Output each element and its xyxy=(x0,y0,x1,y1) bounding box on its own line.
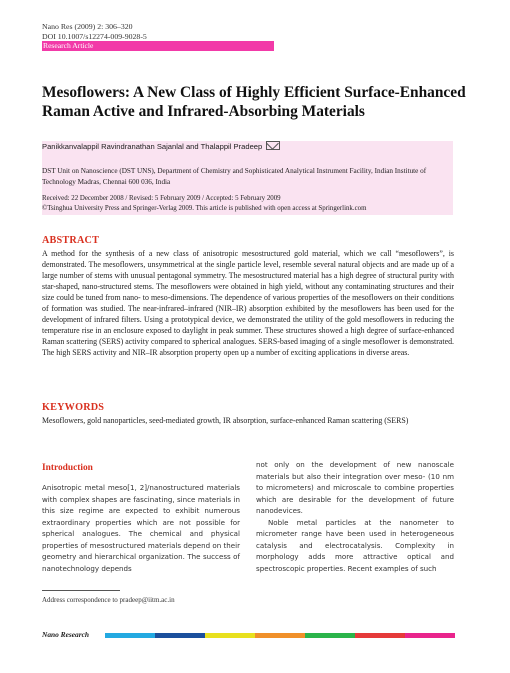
copyright: ©Tsinghua University Press and Springer-Verlag 2009. This article is published with open access at Springerlink.com xyxy=(42,205,367,212)
keywords-heading: KEYWORDS xyxy=(42,402,105,413)
footer-color-segment xyxy=(305,633,355,638)
footer-color-segment xyxy=(105,633,155,638)
publication-info xyxy=(42,194,447,214)
journal-header xyxy=(42,22,147,41)
intro-column-right xyxy=(256,459,454,574)
footer-color-segment xyxy=(155,633,205,638)
footer-color-segment xyxy=(355,633,405,638)
dates: Received: 22 December 2008 / Revised: 5 February 2009 / Accepted: 5 February 2009 xyxy=(42,195,281,202)
article-type-banner xyxy=(42,41,274,51)
footer-color-segment xyxy=(255,633,305,638)
intro-paragraph: Noble metal particles at the nanometer to micrometer range have been used in heterogeneous catalysis and electrocatalysis. Complexity in morphology adds more attractive optical and spectroscopic properties. Recent examples of such xyxy=(256,517,454,573)
correspondence-footnote: Address correspondence to pradeep@iitm.ac.in xyxy=(42,596,175,604)
envelope-icon[interactable] xyxy=(266,141,280,150)
authors: Panikkanvalappil Ravindranathan Sajanlal and Thalappil Pradeep xyxy=(42,142,263,151)
affiliation: DST Unit on Nanoscience (DST UNS), Department of Chemistry and Sophisticated Analytical Instrument Facility, Indian Institute of Technology Madras, Chennai 600 036, India xyxy=(42,167,427,186)
footer-color-bar xyxy=(105,633,455,638)
paper-title: Mesoflowers: A New Class of Highly Efficient Surface-Enhanced Raman Active and Infrared-Absorbing Materials xyxy=(42,84,466,120)
footnote-divider xyxy=(42,590,120,591)
footer-journal-name: Nano Research xyxy=(42,630,90,639)
journal-reference: Nano Res (2009) 2: 306–320 xyxy=(42,22,133,31)
footer-color-segment xyxy=(405,633,455,638)
intro-paragraph: not only on the development of new nanoscale materials but also their integration over meso- (10 nm to micrometers) and microscale to combine properties which are desirable for the development of future nanodevices. xyxy=(256,460,454,515)
author-line xyxy=(42,141,453,152)
doi: DOI 10.1007/s12274-009-9028-5 xyxy=(42,31,147,41)
introduction-heading: Introduction xyxy=(42,463,93,473)
intro-column-left: Anisotropic metal meso[1, 2]/nanostructured materials with complex shapes are fascinating, since materials in this size regime are expected to exhibit numerous extraordinary properties which are not possible for spherical analogues. The chemical and physical properties of mesostructured materials depend on their geometry and hierarchical organization. The success of nanotechnology depends xyxy=(42,483,240,573)
article-type: Research Article xyxy=(43,41,94,50)
abstract-heading: ABSTRACT xyxy=(42,235,100,246)
abstract-text: A method for the synthesis of a new class of anisotropic mesostructured gold material, which we call “mesoflowers”, is demonstrated. The mesoflowers, unsymmetrical at the single particle level, resemble several natural objects and are made up of a large number of stems with unusual pentagonal symmetry. The mesostructured material has a high degree of structural purity with star-shaped, nano-structured stems. The mesoflowers were obtained in high yield, without any contaminating structures and their size could be tuned from nano- to meso-dimensions. The dependence of various properties of the mesoflowers on their conditions of formation was studied. The near-infrared–infrared (NIR–IR) absorption exhibited by the mesoflowers has been used for the development of infrared filters. Using a prototypical device, we demonstrated the utility of the gold mesoflowers in reducing the temperature rise in an enclosure exposed to daylight in peak summer. These structures showed a high degree of surface-enhanced Raman scattering (SERS) activity compared to spherical analogues. SERS-based imaging of a single mesoflower is demonstrated. The high SERS activity and NIR–IR absorption property open up a number of exciting applications in diverse areas. xyxy=(42,249,454,357)
footer-color-segment xyxy=(205,633,255,638)
keywords-text: Mesoflowers, gold nanoparticles, seed-mediated growth, IR absorption, surface-enhanced Raman scattering (SERS) xyxy=(42,416,409,425)
